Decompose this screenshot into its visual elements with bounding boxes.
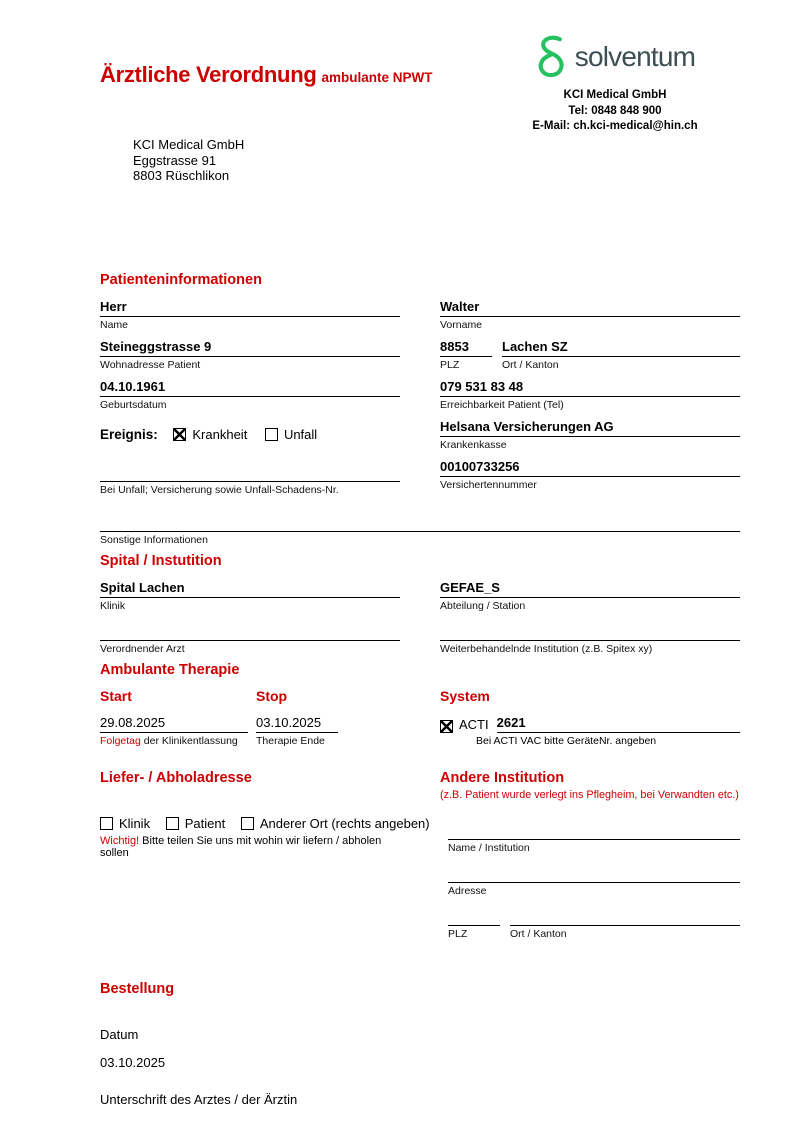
field-andere-plz-value <box>448 910 500 926</box>
field-andere-plz <box>448 910 500 941</box>
patient-option-label: Patient <box>184 816 226 831</box>
therapie-section-heading: Ambulante Therapie <box>100 662 240 678</box>
field-start-label <box>100 735 248 748</box>
recipient-line: KCI Medical GmbH <box>133 137 245 152</box>
field-sonstige-value <box>100 517 740 532</box>
bestellung-section-heading: Bestellung <box>100 981 175 997</box>
field-wohnadresse-label: Wohnadresse Patient <box>100 359 201 371</box>
system-row <box>440 714 740 733</box>
field-krankenkasse-value: Helsana Versicherungen AG <box>440 418 740 437</box>
field-weiterbehandelnde-label: Weiterbehandelnde Institution (z.B. Spitex xy) <box>440 643 653 655</box>
field-vorname <box>440 298 740 332</box>
field-sonstige-label: Sonstige Informationen <box>100 534 208 546</box>
company-contact <box>488 88 742 135</box>
field-start <box>100 714 248 748</box>
field-abteilung <box>440 579 740 613</box>
recipient-address <box>133 137 244 184</box>
field-ort-label: Ort / Kanton <box>502 359 559 371</box>
field-name-label: Name <box>100 319 129 331</box>
field-geburtsdatum-value: 04.10.1961 <box>100 378 400 397</box>
anderer-ort-option-label: Anderer Ort (rechts angeben) <box>259 816 430 831</box>
ereignis-label: Ereignis: <box>100 427 158 442</box>
ereignis-option-krankheit <box>173 427 247 442</box>
company-header <box>488 34 742 135</box>
field-stop-label: Therapie Ende <box>256 735 325 747</box>
liefer-col <box>100 770 430 953</box>
field-andere-ort-value <box>510 910 740 926</box>
ereignis-row <box>100 427 400 458</box>
spital-section-heading: Spital / Instutition <box>100 553 222 569</box>
company-contact-phone: Tel: 0848 848 900 <box>568 104 662 117</box>
field-plz-label: PLZ <box>440 359 460 371</box>
klinik-option-label: Klinik <box>119 816 151 831</box>
field-geburtsdatum <box>100 378 400 412</box>
field-weiterbehandelnde-value <box>440 619 740 641</box>
field-versichertennummer-label: Versichertennummer <box>440 479 537 491</box>
andere-plz-ort-row <box>448 910 740 953</box>
field-klinik-value: Spital Lachen <box>100 579 400 598</box>
field-andere-adresse-label: Adresse <box>448 885 487 897</box>
field-weiterbehandelnde <box>440 619 740 656</box>
acti-checkbox <box>440 720 453 733</box>
field-andere-ort-label: Ort / Kanton <box>510 928 567 940</box>
liefer-option-patient <box>166 816 225 831</box>
field-name-value: Herr <box>100 298 400 317</box>
field-tel-label: Erreichbarkeit Patient (Tel) <box>440 399 564 411</box>
therapie-grid <box>100 688 740 754</box>
system-device-label: Bei ACTI VAC bitte GeräteNr. angeben <box>476 735 657 747</box>
acti-label: ACTI <box>459 717 489 732</box>
system-heading: System <box>440 688 490 704</box>
bestellung-datum-label: Datum <box>100 1027 139 1042</box>
solventum-wordmark: solventum <box>574 41 696 72</box>
field-krankenkasse-label: Krankenkasse <box>440 439 507 451</box>
andere-subnote: (z.B. Patient wurde verlegt ins Pflegheim, bei Verwandten etc.) <box>440 789 739 801</box>
andere-fields <box>448 824 740 953</box>
device-nr-value: 2621 <box>497 714 740 733</box>
field-start-label-rest: der Klinikentlassung <box>140 735 238 747</box>
start-heading: Start <box>100 688 132 704</box>
field-plz <box>440 338 492 372</box>
patient-section-heading: Patienteninformationen <box>100 272 262 288</box>
field-andere-ort <box>510 910 740 941</box>
stop-heading: Stop <box>256 688 288 704</box>
therapie-stop-col <box>248 688 440 754</box>
field-ort-value: Lachen SZ <box>502 338 740 357</box>
field-start-label-red: Folgetag <box>100 735 141 747</box>
form-title-sub: ambulante NPWT <box>321 70 433 85</box>
field-andere-adresse <box>448 867 740 898</box>
bestellung-section <box>100 981 740 1107</box>
liefer-note-red: Wichtig! <box>100 835 140 847</box>
field-sonstige <box>100 517 740 547</box>
liefer-note-rest: Bitte teilen Sie uns mit wohin wir liefern / abholen sollen <box>100 835 382 859</box>
field-abteilung-value: GEFAE_S <box>440 579 740 598</box>
field-tel-value: 079 531 83 48 <box>440 378 740 397</box>
field-start-value: 29.08.2025 <box>100 714 248 733</box>
liefer-option-klinik <box>100 816 150 831</box>
field-vorname-value: Walter <box>440 298 740 317</box>
field-versichertennummer <box>440 458 740 497</box>
field-vorname-label: Vorname <box>440 319 483 331</box>
field-unfall-nr-value <box>100 458 400 482</box>
ereignis-option-unfall <box>265 427 317 442</box>
field-klinik <box>100 579 400 613</box>
anderer-ort-checkbox <box>241 817 254 830</box>
krankheit-checkbox <box>173 428 186 441</box>
liefer-section-heading: Liefer- / Abholadresse <box>100 770 252 786</box>
field-verordnender-arzt-label: Verordnender Arzt <box>100 643 185 655</box>
field-unfall-nr-label: Bei Unfall; Versicherung sowie Unfall-Schadens-Nr. <box>100 484 339 496</box>
liefer-options <box>100 816 430 831</box>
form-title <box>100 62 433 88</box>
field-andere-name-value <box>448 824 740 840</box>
recipient-line: 8803 Rüschlikon <box>133 168 230 183</box>
solventum-logo <box>488 34 742 80</box>
patient-checkbox <box>166 817 179 830</box>
field-stop <box>256 714 440 748</box>
field-geburtsdatum-label: Geburtsdatum <box>100 399 167 411</box>
company-contact-name: KCI Medical GmbH <box>563 89 667 101</box>
field-andere-adresse-value <box>448 867 740 883</box>
unfall-checkbox <box>265 428 278 441</box>
field-andere-name-label: Name / Institution <box>448 842 530 854</box>
andere-col <box>440 770 740 953</box>
therapie-start-col <box>100 688 248 754</box>
field-krankenkasse <box>440 418 740 452</box>
unfall-label: Unfall <box>283 427 318 442</box>
spital-grid <box>100 579 740 662</box>
field-wohnadresse <box>100 338 400 372</box>
field-name <box>100 298 400 332</box>
field-andere-plz-label: PLZ <box>448 928 468 940</box>
unterschrift-label: Unterschrift des Arztes / der Ärztin <box>100 1092 298 1107</box>
field-stop-value: 03.10.2025 <box>256 714 338 733</box>
field-verordnender-arzt-value <box>100 619 400 641</box>
field-versichertennummer-value: 00100733256 <box>440 458 740 477</box>
field-verordnender-arzt <box>100 619 400 656</box>
company-contact-email: E-Mail: ch.kci-medical@hin.ch <box>532 120 698 132</box>
solventum-logo-icon <box>535 34 567 80</box>
field-ort <box>502 338 740 372</box>
liefer-andere-grid <box>100 770 740 953</box>
liefer-option-anderer-ort <box>241 816 430 831</box>
field-tel <box>440 378 740 412</box>
field-klinik-label: Klinik <box>100 600 126 612</box>
field-wohnadresse-value: Steineggstrasse 9 <box>100 338 400 357</box>
andere-section-heading: Andere Institution <box>440 770 565 786</box>
recipient-line: Eggstrasse 91 <box>133 152 217 168</box>
therapie-system-col <box>440 688 740 754</box>
plz-ort-row <box>440 338 740 378</box>
krankheit-label: Krankheit <box>192 427 248 442</box>
patient-grid <box>100 298 740 503</box>
field-andere-name <box>448 824 740 855</box>
field-abteilung-label: Abteilung / Station <box>440 600 526 612</box>
bestellung-datum-value: 03.10.2025 <box>100 1055 166 1070</box>
liefer-note <box>100 835 400 859</box>
klinik-checkbox <box>100 817 113 830</box>
field-unfall-nr <box>100 458 400 497</box>
field-plz-value: 8853 <box>440 338 492 357</box>
form-title-main: Ärztliche Verordnung <box>100 62 317 87</box>
